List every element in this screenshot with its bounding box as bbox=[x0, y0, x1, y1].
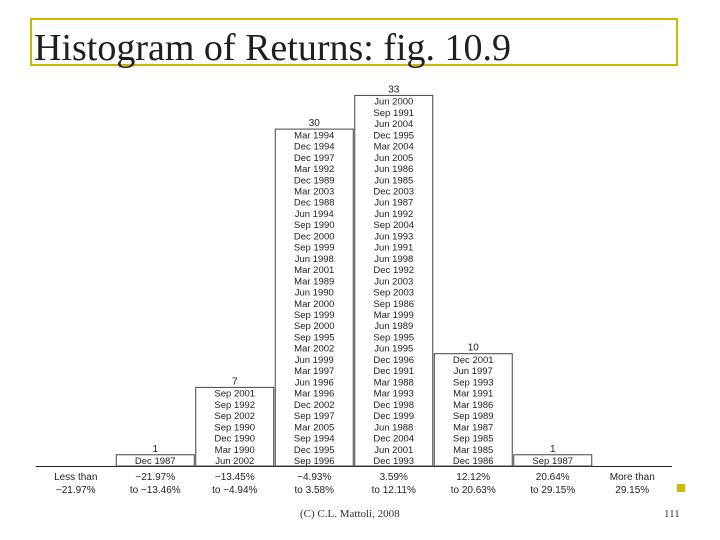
bar-count-label: 7 bbox=[231, 376, 238, 388]
x-tick-label: −13.45% bbox=[214, 472, 255, 483]
bar-entry-label: Jun 1999 bbox=[294, 354, 334, 366]
bar-entry-label: Jun 1998 bbox=[374, 253, 414, 265]
bar-entry-label: Jun 1990 bbox=[294, 287, 334, 299]
bar-entry-label: Mar 1988 bbox=[373, 377, 414, 389]
x-tick-label: to 20.63% bbox=[450, 485, 496, 496]
bar-entry-label: Sep 1999 bbox=[293, 310, 335, 322]
bar-entry-label: Jun 1988 bbox=[374, 422, 414, 434]
bar-entry-label: Dec 1995 bbox=[293, 444, 335, 456]
footer-credit: (C) C.L. Mattoli, 2008 bbox=[300, 508, 400, 520]
bar-entry-label: Dec 1994 bbox=[293, 141, 335, 153]
bar-entry-label: Sep 2002 bbox=[214, 411, 256, 423]
bar-entry-label: Dec 2000 bbox=[293, 231, 335, 243]
bar-entry-label: Jun 2002 bbox=[215, 456, 255, 467]
bar-count-label: 10 bbox=[467, 342, 479, 354]
bar-entry-label: Mar 1997 bbox=[294, 366, 335, 378]
bar-count-label: 1 bbox=[152, 443, 159, 455]
bar-entry-label: Sep 2001 bbox=[214, 388, 256, 400]
bar-entry-label: Sep 1992 bbox=[214, 399, 256, 411]
bar-entry-label: Dec 2003 bbox=[373, 186, 415, 198]
bar-entry-label: Sep 1999 bbox=[293, 242, 335, 254]
bar-entry-label: Jun 1989 bbox=[374, 321, 414, 333]
bar-entry-label: Sep 1987 bbox=[532, 456, 574, 467]
bar-entry-label: Dec 1996 bbox=[373, 354, 415, 366]
bar-entry-label: Sep 1996 bbox=[293, 456, 335, 467]
bar-entry-label: Mar 1985 bbox=[453, 444, 494, 456]
x-tick-label: Less than bbox=[54, 472, 98, 483]
bar-entry-label: Sep 1994 bbox=[293, 433, 335, 445]
bar-entry-label: Jun 1995 bbox=[374, 343, 414, 355]
bar-entry-label: Mar 1999 bbox=[373, 310, 414, 322]
x-tick-label: −4.93% bbox=[297, 472, 332, 483]
bar-entry-label: Jun 1997 bbox=[453, 366, 493, 378]
x-tick-label: 3.59% bbox=[379, 472, 408, 483]
bar-entry-label: Dec 1986 bbox=[452, 456, 494, 467]
bar-entry-label: Mar 1996 bbox=[294, 388, 335, 400]
bar-entry-label: Sep 1986 bbox=[373, 298, 415, 310]
bar-entry-label: Dec 1997 bbox=[293, 152, 335, 164]
bar-entry-label: Sep 1995 bbox=[373, 332, 415, 344]
bar-entry-label: Dec 2004 bbox=[373, 433, 415, 445]
bar-entry-label: Jun 1994 bbox=[294, 208, 334, 220]
bar-entry-label: Mar 1986 bbox=[453, 399, 494, 411]
bar-entry-label: Sep 1990 bbox=[293, 220, 335, 232]
bar-entry-label: Sep 1990 bbox=[214, 422, 256, 434]
bar-count-label: 33 bbox=[388, 84, 400, 96]
bar-count-label: 30 bbox=[308, 118, 320, 130]
bar-entry-label: Mar 1987 bbox=[453, 422, 494, 434]
x-tick-label: −21.97% bbox=[55, 485, 96, 496]
x-tick-label: −21.97% bbox=[135, 472, 176, 483]
x-tick-label: 12.12% bbox=[456, 472, 491, 483]
bar-entry-label: Mar 1993 bbox=[373, 388, 414, 400]
bar-entry-label: Jun 1985 bbox=[374, 175, 414, 187]
bar-entry-label: Jun 2000 bbox=[374, 96, 414, 108]
x-tick-label: to −4.94% bbox=[212, 485, 258, 496]
bar-entry-label: Jun 2001 bbox=[374, 444, 414, 456]
bar-entry-label: Jun 1986 bbox=[374, 164, 414, 176]
bar-entry-label: Mar 2003 bbox=[294, 186, 335, 198]
bar-entry-label: Sep 1993 bbox=[452, 377, 494, 389]
bar-count-label: 1 bbox=[549, 443, 556, 455]
x-tick-label: to 3.58% bbox=[294, 485, 334, 496]
bar-entry-label: Mar 1994 bbox=[294, 130, 335, 142]
bar-entry-label: Dec 1998 bbox=[373, 399, 415, 411]
bar-entry-label: Dec 1987 bbox=[134, 456, 176, 467]
bar-entry-label: Dec 1989 bbox=[293, 175, 335, 187]
bar-entry-label: Jun 2005 bbox=[374, 152, 414, 164]
bar-entry-label: Sep 1997 bbox=[293, 411, 335, 423]
bar-entry-label: Sep 1991 bbox=[373, 107, 415, 119]
bar-entry-label: Mar 1989 bbox=[294, 276, 335, 288]
x-tick-label: 29.15% bbox=[615, 485, 650, 496]
bar-entry-label: Dec 1992 bbox=[373, 265, 415, 277]
bar-entry-label: Jun 2003 bbox=[374, 276, 414, 288]
bar-entry-label: Dec 1995 bbox=[373, 130, 415, 142]
bar-entry-label: Jun 1992 bbox=[374, 208, 414, 220]
bar-entry-label: Jun 1991 bbox=[374, 242, 414, 254]
bar-entry-label: Sep 2003 bbox=[373, 287, 415, 299]
bar-entry-label: Dec 1990 bbox=[214, 433, 256, 445]
slide-title: Histogram of Returns: fig. 10.9 bbox=[34, 27, 512, 69]
bar-entry-label: Jun 1987 bbox=[374, 197, 414, 209]
bar-entry-label: Mar 2001 bbox=[294, 265, 335, 277]
bar-entry-label: Dec 2001 bbox=[452, 354, 494, 366]
bar-entry-label: Dec 1999 bbox=[373, 411, 415, 423]
bar-entry-label: Sep 1985 bbox=[452, 433, 494, 445]
x-tick-label: 20.64% bbox=[535, 472, 570, 483]
bar-entry-label: Mar 2000 bbox=[294, 298, 335, 310]
bar-entry-label: Dec 1991 bbox=[373, 366, 415, 378]
bar-entry-label: Mar 1990 bbox=[214, 444, 255, 456]
x-tick-label: to 12.11% bbox=[371, 485, 416, 496]
bar-entry-label: Mar 2005 bbox=[294, 422, 335, 434]
x-tick-label: to 29.15% bbox=[530, 485, 576, 496]
bar-entry-label: Mar 2004 bbox=[373, 141, 414, 153]
x-tick-label: More than bbox=[609, 472, 655, 483]
bar-entry-label: Mar 1991 bbox=[453, 388, 494, 400]
bar-entry-label: Mar 2002 bbox=[294, 343, 335, 355]
bar-entry-label: Dec 1988 bbox=[293, 197, 335, 209]
x-tick-label: to −13.46% bbox=[129, 485, 181, 496]
bar-entry-label: Mar 1992 bbox=[294, 164, 335, 176]
bar-entry-label: Dec 2002 bbox=[293, 399, 335, 411]
bar-entry-label: Dec 1993 bbox=[373, 456, 415, 467]
bar-entry-label: Sep 2000 bbox=[293, 321, 335, 333]
bar-entry-label: Jun 1998 bbox=[294, 253, 334, 265]
page-number: 111 bbox=[664, 508, 680, 520]
bar-entry-label: Sep 1989 bbox=[452, 411, 494, 423]
bar-entry-label: Jun 1993 bbox=[374, 231, 414, 243]
bar-entry-label: Sep 2004 bbox=[373, 220, 415, 232]
bar-entry-label: Sep 1995 bbox=[293, 332, 335, 344]
bar-entry-label: Jun 1996 bbox=[294, 377, 334, 389]
bar-entry-label: Jun 2004 bbox=[374, 119, 414, 131]
